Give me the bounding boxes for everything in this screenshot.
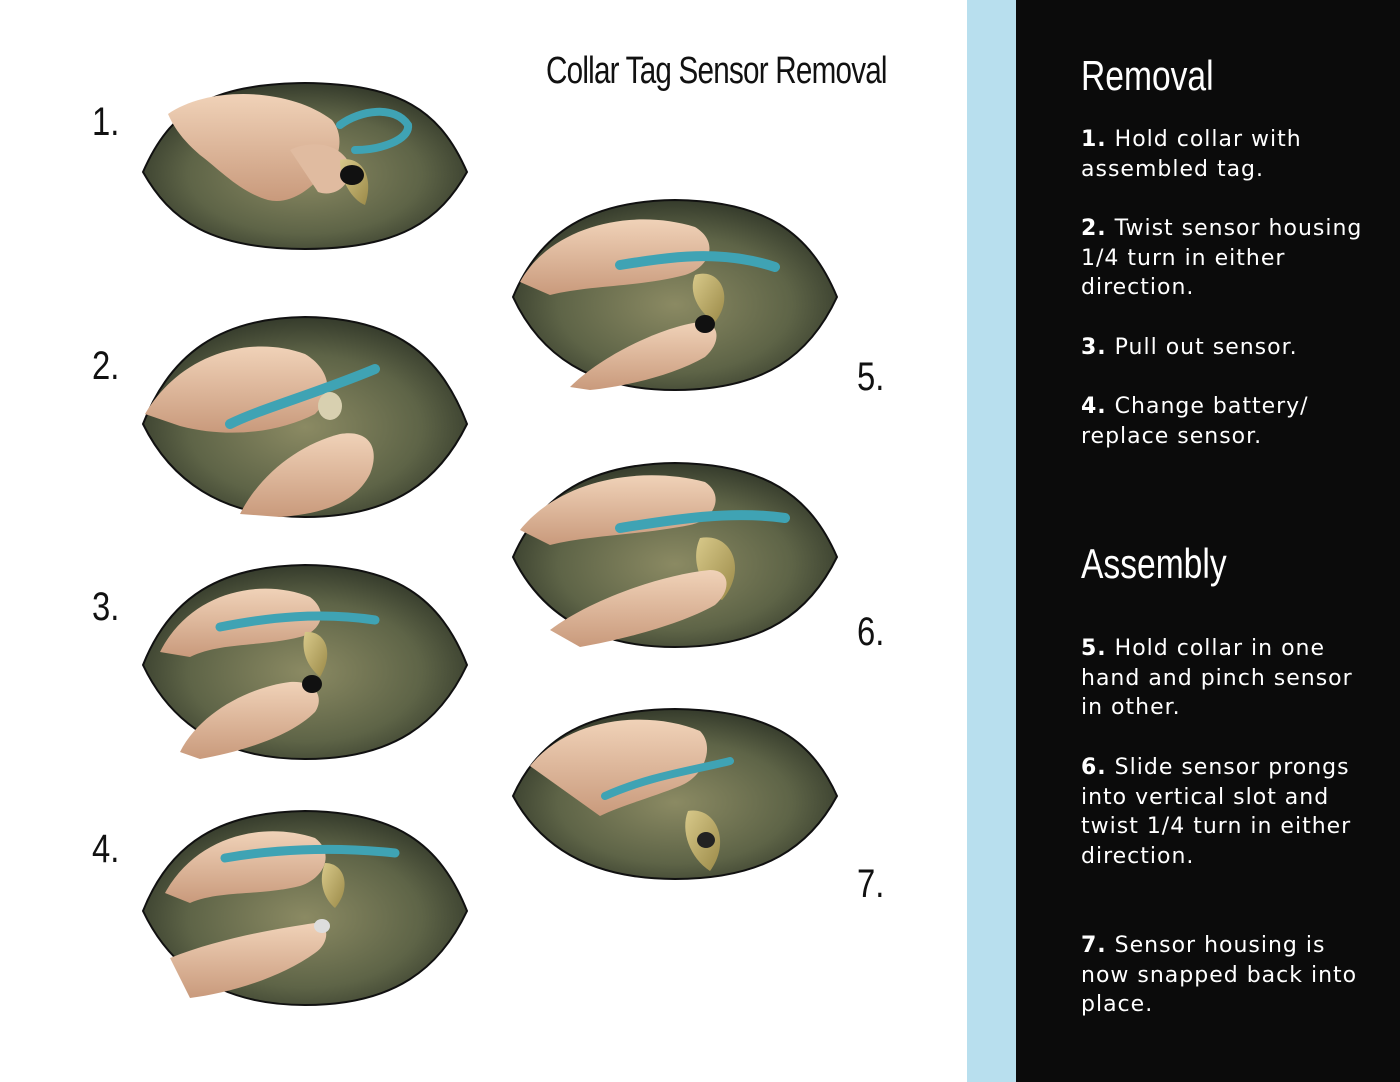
step-label: 7.	[1081, 933, 1107, 958]
instruction-step-2	[1081, 214, 1381, 303]
accent-stripe	[967, 0, 1016, 1082]
step-label: 2.	[1081, 216, 1107, 241]
step-number-4: 4.	[92, 827, 120, 871]
instructions-sidebar	[1016, 0, 1400, 1082]
step-text: Hold collar in one hand and pinch sensor in other.	[1081, 636, 1353, 720]
instruction-step-7	[1081, 931, 1381, 1020]
instruction-step-5	[1081, 634, 1381, 723]
step-photo-6	[510, 460, 840, 650]
step-number-7: 7.	[857, 862, 885, 906]
step-text: Sensor housing is now snapped back into place.	[1081, 933, 1358, 1017]
assembly-heading: Assembly	[1081, 540, 1227, 587]
step-photo-2	[140, 314, 470, 520]
step-text: Hold collar with assembled tag.	[1081, 127, 1302, 182]
instruction-step-4	[1081, 392, 1381, 451]
removal-heading: Removal	[1081, 52, 1214, 99]
step-text: Twist sensor housing 1/4 turn in either direction.	[1081, 216, 1363, 300]
step-label: 5.	[1081, 636, 1107, 661]
page-title: Collar Tag Sensor Removal	[546, 50, 887, 92]
step-photo-4	[140, 808, 470, 1008]
instruction-step-1	[1081, 125, 1381, 184]
instruction-step-6	[1081, 753, 1381, 871]
step-photo-7	[510, 706, 840, 882]
step-number-3: 3.	[92, 585, 120, 629]
step-text: Change battery/ replace sensor.	[1081, 394, 1309, 449]
step-label: 3.	[1081, 335, 1107, 360]
step-number-5: 5.	[857, 355, 885, 399]
step-label: 4.	[1081, 394, 1107, 419]
step-number-2: 2.	[92, 344, 120, 388]
instruction-step-3	[1081, 333, 1381, 363]
step-photo-1	[140, 80, 470, 252]
step-label: 6.	[1081, 755, 1107, 780]
step-number-1: 1.	[92, 100, 120, 144]
step-photo-3	[140, 562, 470, 762]
step-photo-5	[510, 197, 840, 393]
step-text: Slide sensor prongs into vertical slot and twist 1/4 turn in either direction.	[1081, 755, 1352, 869]
step-number-6: 6.	[857, 610, 885, 654]
step-text: Pull out sensor.	[1106, 335, 1298, 360]
step-label: 1.	[1081, 127, 1107, 152]
